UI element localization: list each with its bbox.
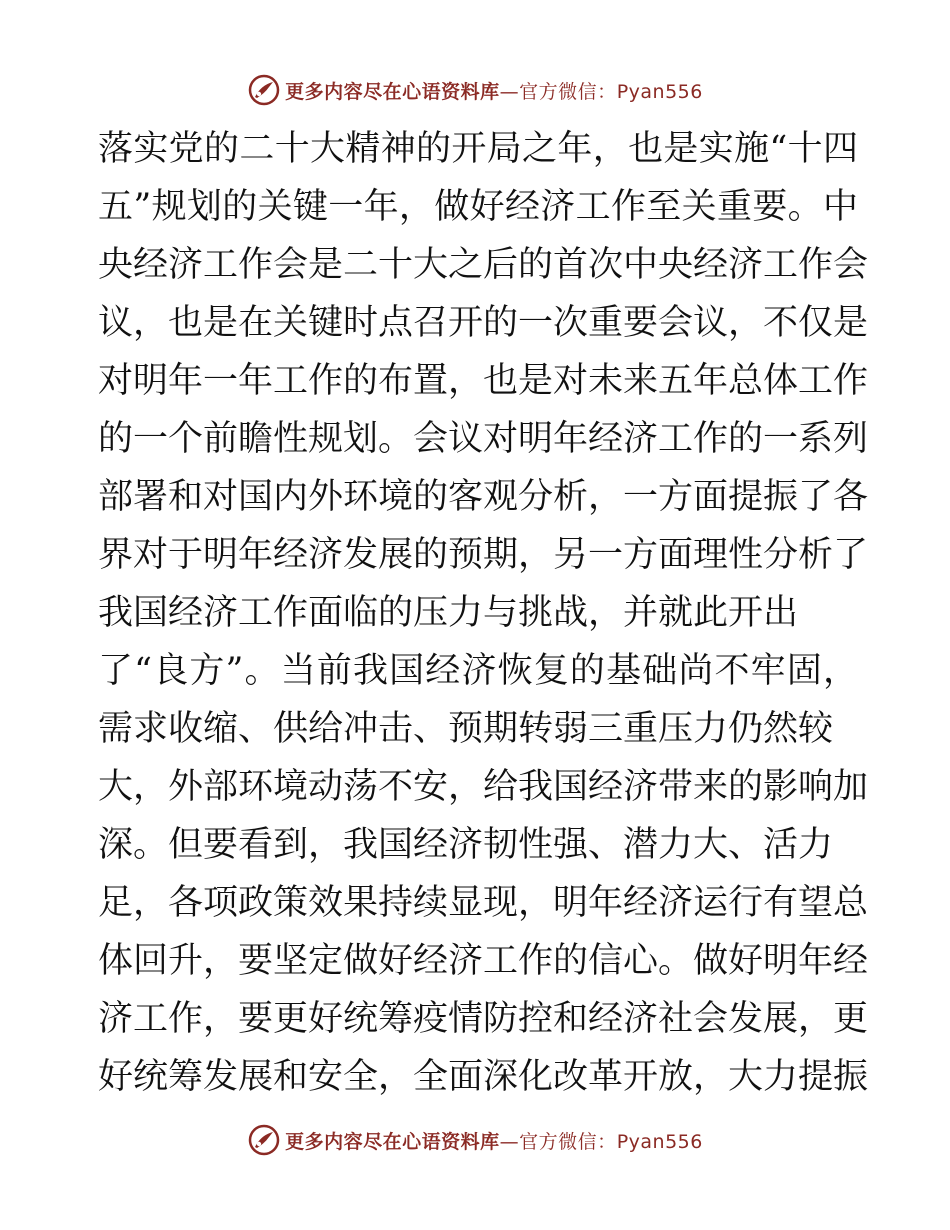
pen-icon xyxy=(247,73,281,107)
text-line: 深。但要看到，我国经济韧性强、潜力大、活力 xyxy=(98,825,834,865)
text-line: 央经济工作会是二十大之后的首次中央经济工作会 xyxy=(98,245,869,285)
header-banner xyxy=(0,70,950,110)
pen-icon xyxy=(247,1123,281,1157)
banner-wechat-label: 官方微信： xyxy=(519,1130,617,1153)
banner-main-text: 更多内容尽在心语资料库 xyxy=(285,80,500,103)
text-line: 落实党的二十大精神的开局之年，也是实施“十四 xyxy=(98,129,858,169)
banner-wechat-id: Pyan556 xyxy=(616,1130,703,1153)
banner-wechat-id: Pyan556 xyxy=(616,80,703,103)
text-line: 部署和对国内外环境的客观分析，一方面提振了各 xyxy=(98,477,869,517)
text-line: 五”规划的关键一年，做好经济工作至关重要。中 xyxy=(98,187,858,227)
footer-banner xyxy=(0,1120,950,1160)
text-line: 足，各项政策效果持续显现，明年经济运行有望总 xyxy=(98,883,869,923)
text-line: 济工作，要更好统筹疫情防控和经济社会发展，更 xyxy=(98,999,869,1039)
text-line: 的一个前瞻性规划。会议对明年经济工作的一系列 xyxy=(98,419,869,459)
banner-main-text: 更多内容尽在心语资料库 xyxy=(285,1130,500,1153)
banner-text xyxy=(285,77,703,104)
text-line: 好统筹发展和安全，全面深化改革开放，大力提振 xyxy=(98,1057,869,1097)
text-line: 了“良方”。当前我国经济恢复的基础尚不牢固， xyxy=(98,651,858,691)
text-line: 大，外部环境动荡不安，给我国经济带来的影响加 xyxy=(98,767,869,807)
text-line: 体回升，要坚定做好经济工作的信心。做好明年经 xyxy=(98,941,869,981)
banner-dash: — xyxy=(499,80,520,103)
text-line: 需求收缩、供给冲击、预期转弱三重压力仍然较 xyxy=(98,709,834,749)
text-line: 界对于明年经济发展的预期，另一方面理性分析了 xyxy=(98,535,869,575)
banner-wechat-label: 官方微信： xyxy=(519,80,617,103)
banner-dash: — xyxy=(499,1130,520,1153)
text-line: 我国经济工作面临的压力与挑战，并就此开出 xyxy=(98,593,799,633)
text-line: 对明年一年工作的布置，也是对未来五年总体工作 xyxy=(98,361,869,401)
document-body xyxy=(98,120,869,1106)
banner-text xyxy=(285,1127,703,1154)
text-line: 议，也是在关键时点召开的一次重要会议，不仅是 xyxy=(98,303,869,343)
